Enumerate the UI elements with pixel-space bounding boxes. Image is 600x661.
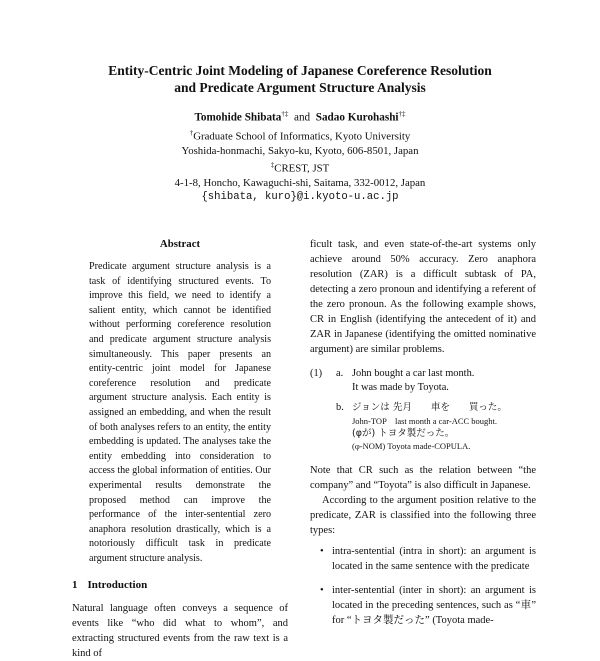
affiliation-2-line-2: 4-1-8, Honcho, Kawaguchi-shi, Saitama, 332-0012, Japan — [174, 176, 426, 189]
section-1-number: 1 — [72, 579, 78, 592]
example-b-gloss-2: (φ-NOM) Toyota made-COPULA. — [352, 441, 471, 452]
affiliation-1-mark: † — [189, 128, 194, 137]
author-2-marks: †‡ — [398, 110, 406, 118]
intro-paragraph-1: Natural language often conveys a sequence of events like “who did what to whom”, and extracting structured events from the raw text is a kind of — [72, 603, 288, 660]
affiliation-1-line-2: Yoshida-honmachi, Sakyo-ku, Kyoto, 606-8501, Japan — [181, 144, 419, 157]
example-a-line-1: John bought a car last month. — [352, 368, 475, 379]
example-a-label: a. — [336, 368, 344, 379]
author-line — [0, 107, 600, 126]
author-1-name: Tomohide Shibata — [194, 111, 282, 124]
example-b-japanese-1: ジョンは 先月 車を 買った。 — [352, 402, 507, 414]
author-1-marks: †‡ — [281, 110, 289, 118]
author-conjunction: and — [293, 111, 311, 124]
note-paragraph: Note that CR such as the relation between “the company” and “Toyota” is also difficult in Japanese. — [310, 464, 536, 491]
example-b-gloss-1: John-TOP last month a car-ACC bought. — [352, 415, 498, 426]
example-a-line-2: It was made by Toyota. — [352, 382, 449, 394]
bullet-text-inter: inter-sentential (inter in short): an argument is located in the preceding sentences, such as “車” for “トヨタ製だった” (Toyota made- — [332, 584, 536, 626]
classification-paragraph: According to the argument position relative to the predicate, ZAR is classified into the following three types: — [310, 494, 536, 536]
example-b-japanese-2: (φが) トヨタ製だった。 — [352, 428, 455, 440]
title-line-2: and Predicate Argument Structure Analysis — [174, 80, 426, 95]
author-email: {shibata, kuro}@i.kyoto-u.ac.jp — [201, 190, 399, 203]
left-column — [72, 237, 288, 661]
paper-header — [0, 62, 600, 204]
affiliation-2-line-1: CREST, JST — [274, 162, 330, 175]
intro-paragraph-continued: ficult task, and even state-of-the-art systems only achieve around 50% accuracy. Zero anaphora resolution (ZAR) is a difficult subtask of PA, detecting a zero pronoun and identifying a referent of the zero pronoun. As the following example shows, CR in English (identifying the antecedent of it) and ZAR in Japanese (identifying the omitted nominative argument) are similar problems. — [310, 239, 536, 355]
author-2-name: Sadao Kurohashi — [315, 111, 399, 124]
bullet-text-intra: intra-sentential (intra in short): an argument is located in the same sentence with the predicate — [332, 545, 536, 572]
paper-title — [0, 62, 600, 96]
affiliation-1-line-1: Graduate School of Informatics, Kyoto University — [193, 130, 411, 143]
section-1-title: Introduction — [87, 579, 148, 592]
list-item — [310, 583, 536, 628]
bullet-icon: • — [320, 545, 324, 557]
title-line-1: Entity-Centric Joint Modeling of Japanese Coreference Resolution — [108, 63, 492, 78]
list-item — [310, 544, 536, 574]
abstract-text: Predicate argument structure analysis is a task of identifying structured events. To improve this field, we need to identify a salient entity, which cannot be identified without performing coreference resolution and predicate argument structure analysis simultaneously. This paper presents an entity-centric joint model for Japanese coreference resolution and predicate argument structure analysis. Each entity is assigned an embedding, and when the result of both analyses refers to an entity, the entity embedding is updated. The analyses take the entity embedding into consideration to access the global information of entities. Our experimental results demonstrate the proposed method can improve the performance of the inter-sentential zero anaphora resolution drastically, which is a notoriously difficult task in predicate argument structure analysis. — [89, 261, 271, 564]
affiliation-2 — [0, 158, 600, 190]
zar-type-list — [310, 544, 536, 628]
example-number: (1) — [310, 368, 323, 379]
bullet-icon: • — [320, 584, 324, 596]
abstract-heading: Abstract — [159, 238, 201, 250]
affiliation-1 — [0, 126, 600, 158]
example-b-label: b. — [336, 402, 344, 414]
affiliation-2-mark: ‡ — [270, 160, 275, 169]
section-1-heading — [72, 578, 288, 593]
right-column — [310, 237, 536, 637]
example-1 — [310, 367, 536, 453]
